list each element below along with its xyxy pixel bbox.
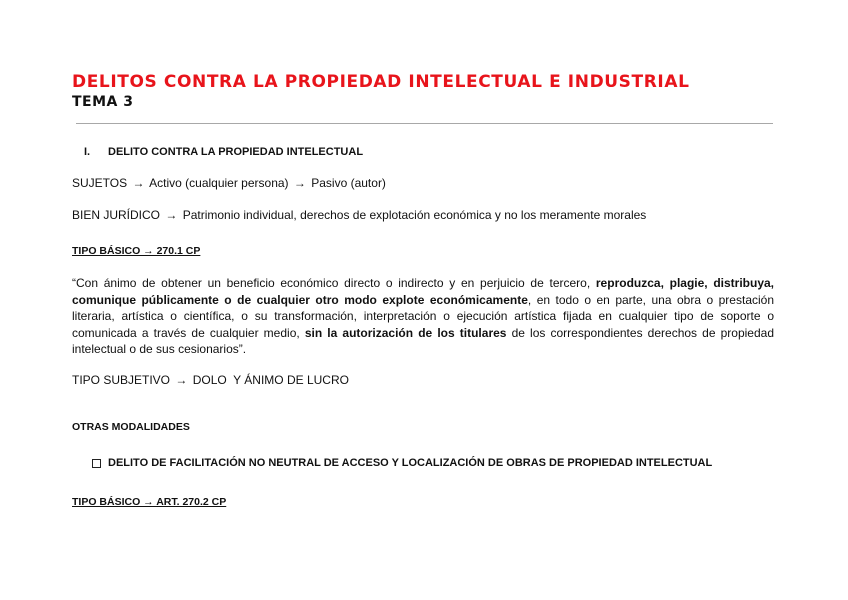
arrow-right-icon: → xyxy=(132,176,145,190)
arrow-right-icon: → xyxy=(293,176,306,190)
legal-quote: “Con ánimo de obtener un beneficio económico directo o indirecto y en perjuicio de tercero, reproduzca, plagie, distribuya, comunique públicamente o de cualquier otro modo explote económicamente, en todo o en parte, una obra o prestación literaria, artística o científica, o su transformación, interpretación o ejecución artística fijada en cualquier tipo de soporte o comunicada a través de cualquier medio, sin la autorización de los titulares de los correspondientes derechos de propiedad intelectual o de sus cesionarios”. xyxy=(72,276,775,356)
checkbox-bullet-icon xyxy=(92,459,101,468)
section-heading-text: DELITO CONTRA LA PROPIEDAD INTELECTUAL xyxy=(108,146,364,158)
bien-juridico-text: Patrimonio individual, derechos de explotación económica y no los meramente morales xyxy=(182,208,647,222)
quote-bold-2: sin la autorización de los titulares xyxy=(304,325,507,340)
otras-modalidades-heading: OTRAS MODALIDADES xyxy=(72,421,190,433)
tipo-subjetivo-line xyxy=(72,373,349,387)
tipo-basico-heading-2: TIPO BÁSICO → ART. 270.2 CP xyxy=(72,496,227,508)
bien-juridico-label: BIEN JURÍDICO xyxy=(72,208,161,222)
horizontal-divider xyxy=(76,123,773,124)
section-number: I. xyxy=(84,146,91,158)
tipo-subjetivo-text: DOLO Y ÁNIMO DE LUCRO xyxy=(192,373,349,387)
sujeto-pasivo: Pasivo (autor) xyxy=(311,176,386,190)
tipo-basico-heading-1: TIPO BÁSICO → 270.1 CP xyxy=(72,245,201,257)
arrow-right-icon: → xyxy=(165,208,178,222)
quote-bold-1: reproduzca, plagie, distribuya, comunique públicamente o de cualquier otro modo explote económicamente xyxy=(72,276,775,307)
arrow-right-icon: → xyxy=(175,373,188,387)
document-title: DELITOS CONTRA LA PROPIEDAD INTELECTUAL E INDUSTRIAL xyxy=(72,72,690,92)
sujetos-label: SUJETOS xyxy=(72,176,128,190)
sujeto-activo: Activo (cualquier persona) xyxy=(149,176,289,190)
list-item xyxy=(92,457,712,469)
sujetos-line xyxy=(72,176,386,190)
bien-juridico-line xyxy=(72,208,646,222)
bullet-item-text: DELITO DE FACILITACIÓN NO NEUTRAL DE ACCESO Y LOCALIZACIÓN DE OBRAS DE PROPIEDAD INTELECTUAL xyxy=(108,457,713,469)
document-subtitle: TEMA 3 xyxy=(72,94,134,110)
tipo-subjetivo-label: TIPO SUBJETIVO xyxy=(72,373,171,387)
section-heading xyxy=(84,146,363,158)
